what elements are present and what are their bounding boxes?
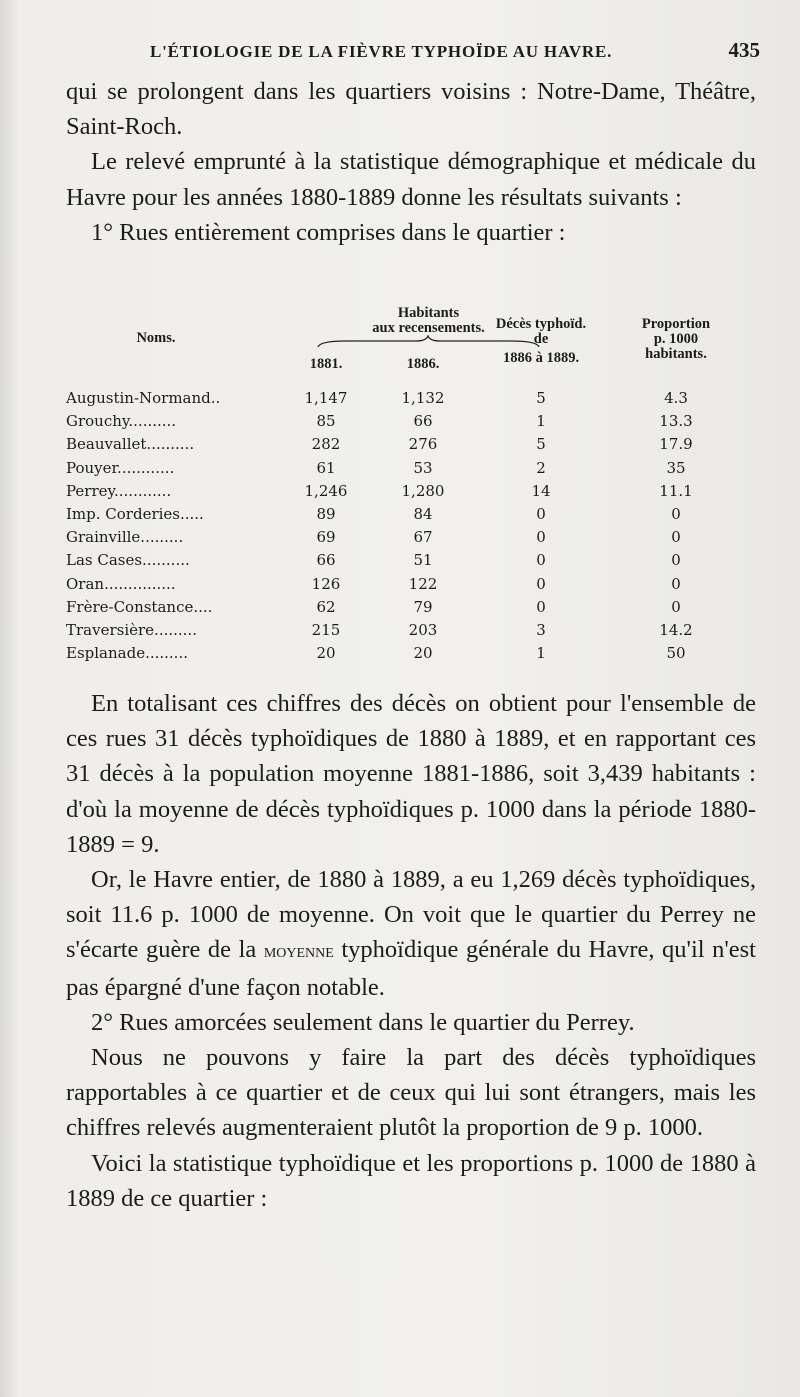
- cell-street-name: Grouchy..........: [66, 412, 177, 431]
- cell-street-name: Perrey............: [66, 481, 172, 500]
- cell-proportion: 11.1: [659, 481, 693, 500]
- cell-proportion: 35: [666, 458, 686, 477]
- running-head-title: L'ÉTIOLOGIE DE LA FIÈVRE TYPHOÏDE AU HAVRE.: [150, 42, 613, 61]
- cell-population-1886: 84: [413, 504, 433, 523]
- cell-street-name: Pouyer............: [66, 458, 175, 477]
- cell-population-1886: 203: [408, 620, 438, 639]
- top-text: [66, 74, 756, 250]
- cell-population-1881: 62: [316, 597, 336, 616]
- cell-population-1881: 282: [311, 435, 341, 454]
- cell-typhoid-deaths: 1: [536, 644, 546, 663]
- cell-typhoid-deaths: 0: [536, 504, 546, 523]
- header-deces-line3: 1886 à 1889.: [502, 350, 580, 366]
- cell-population-1886: 79: [413, 597, 433, 616]
- cell-typhoid-deaths: 14: [531, 481, 551, 500]
- header-prop-line1: Proportion: [641, 316, 711, 332]
- data-table: [66, 387, 766, 665]
- cell-population-1886: 1,132: [401, 389, 445, 407]
- paragraph-continuation: qui se prolongent dans les quartiers voisins : Notre-Dame, Théâtre, Saint-Roch.: [66, 78, 756, 141]
- cell-street-name: Oran...............: [66, 574, 176, 593]
- comparison-text-start: Or, le Havre entier, de 1880 à 1889, a eu 1,269 décès typhoïdiques, soit 11.6 p. 1000 de moyenne. On voit que le quartier du Perrey ne s'écarte guère de la: [66, 866, 756, 964]
- cell-population-1886: 276: [408, 435, 438, 454]
- table-row: [66, 457, 766, 480]
- header-habitants-line1: Habitants: [397, 305, 460, 321]
- cell-typhoid-deaths: 0: [536, 528, 546, 547]
- table-row: [66, 642, 766, 665]
- cell-proportion: 0: [671, 574, 681, 593]
- table-row: [66, 503, 766, 526]
- table-row: [66, 480, 766, 503]
- header-deces: [476, 317, 606, 366]
- cell-proportion: 0: [671, 504, 681, 523]
- cell-typhoid-deaths: 5: [536, 435, 546, 454]
- cell-population-1881: 85: [316, 412, 336, 431]
- header-prop-line2: p. 1000: [653, 331, 699, 347]
- cell-population-1881: 61: [316, 458, 336, 477]
- cell-proportion: 14.2: [659, 620, 693, 639]
- cell-proportion: 17.9: [659, 435, 693, 454]
- cell-population-1886: 67: [413, 528, 433, 547]
- cell-typhoid-deaths: 3: [536, 620, 546, 639]
- cell-typhoid-deaths: 5: [536, 389, 546, 407]
- cell-street-name: Augustin-Normand..: [66, 389, 221, 407]
- cell-population-1886: 51: [413, 551, 433, 570]
- paragraph-comparison: [66, 862, 756, 1005]
- cell-population-1886: 66: [413, 412, 433, 431]
- table-row: [66, 410, 766, 433]
- bottom-text: [66, 686, 756, 1216]
- header-year-1886: 1886.: [406, 356, 440, 372]
- cell-proportion: 0: [671, 551, 681, 570]
- cell-population-1881: 1,147: [304, 389, 348, 407]
- table-row: [66, 387, 766, 410]
- paragraph-note: Nous ne pouvons y faire la part des décès typhoïdiques rapportables à ce quartier et de ceux qui lui sont étrangers, mais les chiffres relevés augmenteraient plutôt la proportion de 9 p. 1000.: [66, 1044, 756, 1142]
- header-prop-line3: habitants.: [645, 346, 707, 362]
- section-heading-2: 2° Rues amorcées seulement dans le quartier du Perrey.: [91, 1008, 635, 1036]
- table-row: [66, 573, 766, 596]
- cell-typhoid-deaths: 0: [536, 551, 546, 570]
- table-row: [66, 596, 766, 619]
- smallcaps-moyenne: moyenne: [263, 940, 334, 963]
- section-heading-1: 1° Rues entièrement comprises dans le quartier :: [91, 218, 566, 246]
- paragraph-lead-in: Voici la statistique typhoïdique et les proportions p. 1000 de 1880 à 1889 de ce quartier :: [66, 1149, 756, 1212]
- cell-street-name: Beauvallet..........: [66, 435, 195, 454]
- cell-population-1886: 1,280: [401, 481, 445, 500]
- cell-street-name: Traversière.........: [66, 620, 197, 639]
- cell-typhoid-deaths: 0: [536, 574, 546, 593]
- cell-typhoid-deaths: 1: [536, 412, 546, 431]
- running-head: [150, 38, 760, 63]
- cell-population-1881: 126: [311, 574, 341, 593]
- header-deces-line2: de: [533, 331, 549, 347]
- paragraph-totals: En totalisant ces chiffres des décès on obtient pour l'ensemble de ces rues 31 décès typhoïdiques de 1880 à 1889, et en rapportant ces 31 décès à la population moyenne 1881-1886, soit 3,439 habitants : d'où la moyenne de décès typhoïdiques p. 1000 dans la période 1880-1889 = 9.: [66, 690, 756, 858]
- cell-proportion: 0: [671, 528, 681, 547]
- cell-population-1886: 122: [408, 574, 438, 593]
- table-row: [66, 549, 766, 572]
- table-row: [66, 619, 766, 642]
- cell-street-name: Grainville.........: [66, 528, 184, 547]
- table-row: [66, 433, 766, 456]
- cell-proportion: 0: [671, 597, 681, 616]
- cell-proportion: 50: [666, 644, 686, 663]
- page-number: 435: [728, 38, 760, 62]
- header-habitants-line2: aux recensements.: [372, 320, 485, 336]
- header-deces-line1: Décès typhoïd.: [495, 316, 587, 332]
- cell-proportion: 4.3: [664, 389, 688, 407]
- cell-population-1881: 89: [316, 504, 336, 523]
- table-header: [66, 303, 766, 383]
- cell-population-1881: 66: [316, 551, 336, 570]
- cell-proportion: 13.3: [659, 412, 693, 431]
- cell-street-name: Esplanade.........: [66, 644, 188, 663]
- cell-typhoid-deaths: 2: [536, 458, 546, 477]
- cell-street-name: Las Cases..........: [66, 551, 190, 570]
- cell-street-name: Imp. Corderies.....: [66, 504, 204, 523]
- header-noms: Noms.: [136, 330, 176, 346]
- cell-typhoid-deaths: 0: [536, 597, 546, 616]
- header-proportion: [626, 317, 726, 362]
- comparison-text-end: typhoïdique générale du Havre, qu'il n'est pas épargné d'une façon notable.: [66, 936, 756, 1001]
- cell-population-1886: 20: [413, 644, 433, 663]
- paragraph-intro: Le relevé emprunté à la statistique démographique et médicale du Havre pour les années 1880-1889 donne les résultats suivants :: [66, 148, 756, 211]
- cell-street-name: Frère-Constance....: [66, 597, 213, 616]
- cell-population-1881: 215: [311, 620, 341, 639]
- cell-population-1881: 20: [316, 644, 336, 663]
- header-year-1881: 1881.: [309, 356, 343, 372]
- cell-population-1881: 69: [316, 528, 336, 547]
- cell-population-1886: 53: [413, 458, 433, 477]
- cell-population-1881: 1,246: [304, 481, 348, 500]
- table-row: [66, 526, 766, 549]
